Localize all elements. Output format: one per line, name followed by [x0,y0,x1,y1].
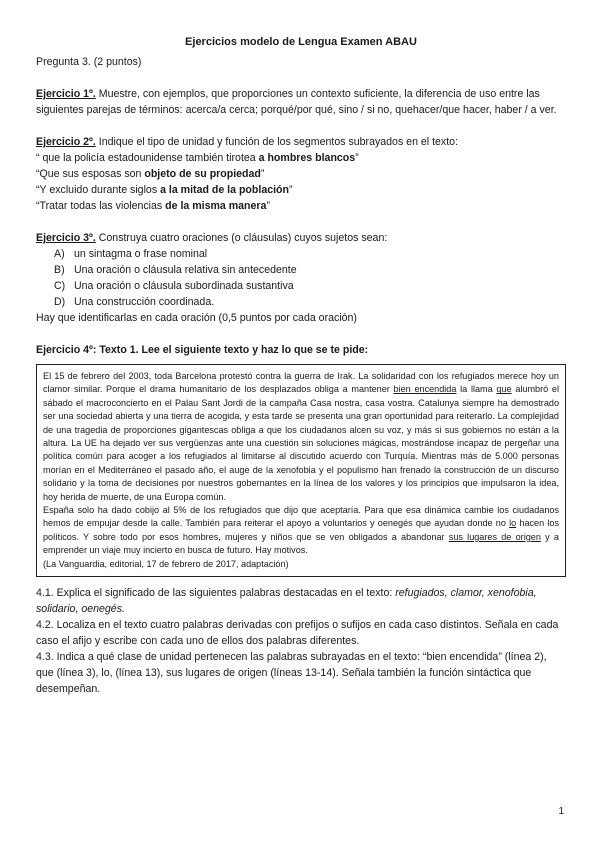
page-number: 1 [558,806,564,817]
list-item: D) Una construcción coordinada. [54,296,215,308]
document-title: Ejercicios modelo de Lengua Examen ABAU [185,36,417,48]
underlined-segment: bien encendida [393,384,457,395]
exercise-1-text: Muestre, con ejemplos, que proporciones un contexto suficiente, la diferencia de uso entre las siguientes parejas de términos: acerca/a cerca; porqué/por qué, sino / si no, quehacer/que hacer, haber / a ver. [36,88,557,116]
underlined-segment: que [496,384,512,395]
question-4-3: 4.3. Indica a qué clase de unidad pertenecen las palabras subrayadas en el texto: “bien encendida” (línea 2), que (línea 3), lo, (línea 13), sus lugares de origen (líneas 13-14). Señala también la función sintáctica que desempeñan. [36,651,547,696]
exercise-3-list [36,246,566,310]
exercise-2-item: “Y excluido durante siglos a la mitad de la población” [36,184,293,196]
exercise-4-label: Ejercicio 4º: Texto 1. Lee el siguiente texto y haz lo que se te pide: [36,344,369,356]
exercise-1 [36,86,566,118]
exercise-2-item: “Que sus esposas son objeto de su propiedad” [36,168,265,180]
exercise-2-item: “ que la policía estadounidense también tirotea a hombres blancos” [36,152,359,164]
underlined-segment: lo [509,518,517,529]
text-paragraph-2: España solo ha dado cobijo al 5% de los refugiados que dijo que aceptaría. Para que esa dinámica cambie los ciudadanos hemos de empujar desde la calle. También para reiterar el apoyo a voluntarios y oenegés que ayudan donde no lo hacen los políticos. Y sobre todo por esos hombres, mujeres y niños que se ven obligados a abandonar sus lugares de origen y a emprender un viaje muy incierto en busca de futuro. Hay motivos. [43,505,559,556]
text-box [36,364,566,577]
exercise-3 [36,230,566,246]
exercise-3-note: Hay que identificarlas en cada oración (0,5 puntos por cada oración) [36,312,357,324]
exercise-1-label: Ejercicio 1º. [36,88,96,100]
question-4-2: 4.2. Localiza en el texto cuatro palabras derivadas con prefijos o sufijos en cada caso distintos. Señala en cada caso el afijo y escribe con cada uno de ellos dos palabras diferentes. [36,619,559,648]
exercise-2-label: Ejercicio 2º. [36,136,96,148]
list-item: C) Una oración o cláusula subordinada sustantiva [54,280,294,292]
question-heading: Pregunta 3. (2 puntos) [36,56,142,68]
exercise-3-label: Ejercicio 3º. [36,232,96,244]
document-page [36,36,566,697]
list-item: B) Una oración o cláusula relativa sin antecedente [54,264,297,276]
exercise-2 [36,134,566,150]
exercise-2-item: “Tratar todas las violencias de la misma manera” [36,200,270,212]
underlined-segment: sus lugares de origen [448,531,541,542]
exercise-2-text: Indique el tipo de unidad y función de los segmentos subrayados en el texto: [95,136,459,148]
list-item: A) un sintagma o frase nominal [54,248,208,260]
exercise-3-text: Construya cuatro oraciones (o cláusulas) cuyos sujetos sean: [95,232,388,244]
question-4-1: 4.1. Explica el significado de las siguientes palabras destacadas en el texto: refugiados, clamor, xenofobia, solidario, oenegés. [36,587,537,616]
text-paragraph-1: El 15 de febrero del 2003, toda Barcelona protestó contra la guerra de Irak. La solidaridad con los refugiados merece hoy un clamor similar. Porque el drama humanitario de los desplazados obliga a mantener bien encendida la llama que alumbró el sábado el macroconcierto en el Palau Sant Jordi de la campaña Casa nostra, casa vostra. Catalunya siempre ha demostrado ser una sociedad abierta y una tierra de acogida, y esta tarde se presenta una gran oportunidad para reiterarlo. La complejidad de una tragedia de proporciones gigantescas obliga a que los ciudadanos alcen su voz, y más si sus gobiernos no están a la altura. La UE ha dejado ver sus vergüenzas ante una cuestión sin soluciones mágicas, mostrándose incapaz de pergeñar una política común para acoger a los refugiados al limitarse al discutido acuerdo con Turquía. Mientras más de 5.000 personas morían en el Mediterráneo el pasado año, el auge de la xenofobia y el populismo han frenado la construcción de un discurso solidario y la toma de decisiones por nuestros gobernantes en la línea de los valores y los principios que impulsaron la idea, hoy herida de muerte, de una Europa común. [43,371,559,502]
text-source: (La Vanguardia, editorial, 17 de febrero de 2017, adaptación) [43,558,289,569]
